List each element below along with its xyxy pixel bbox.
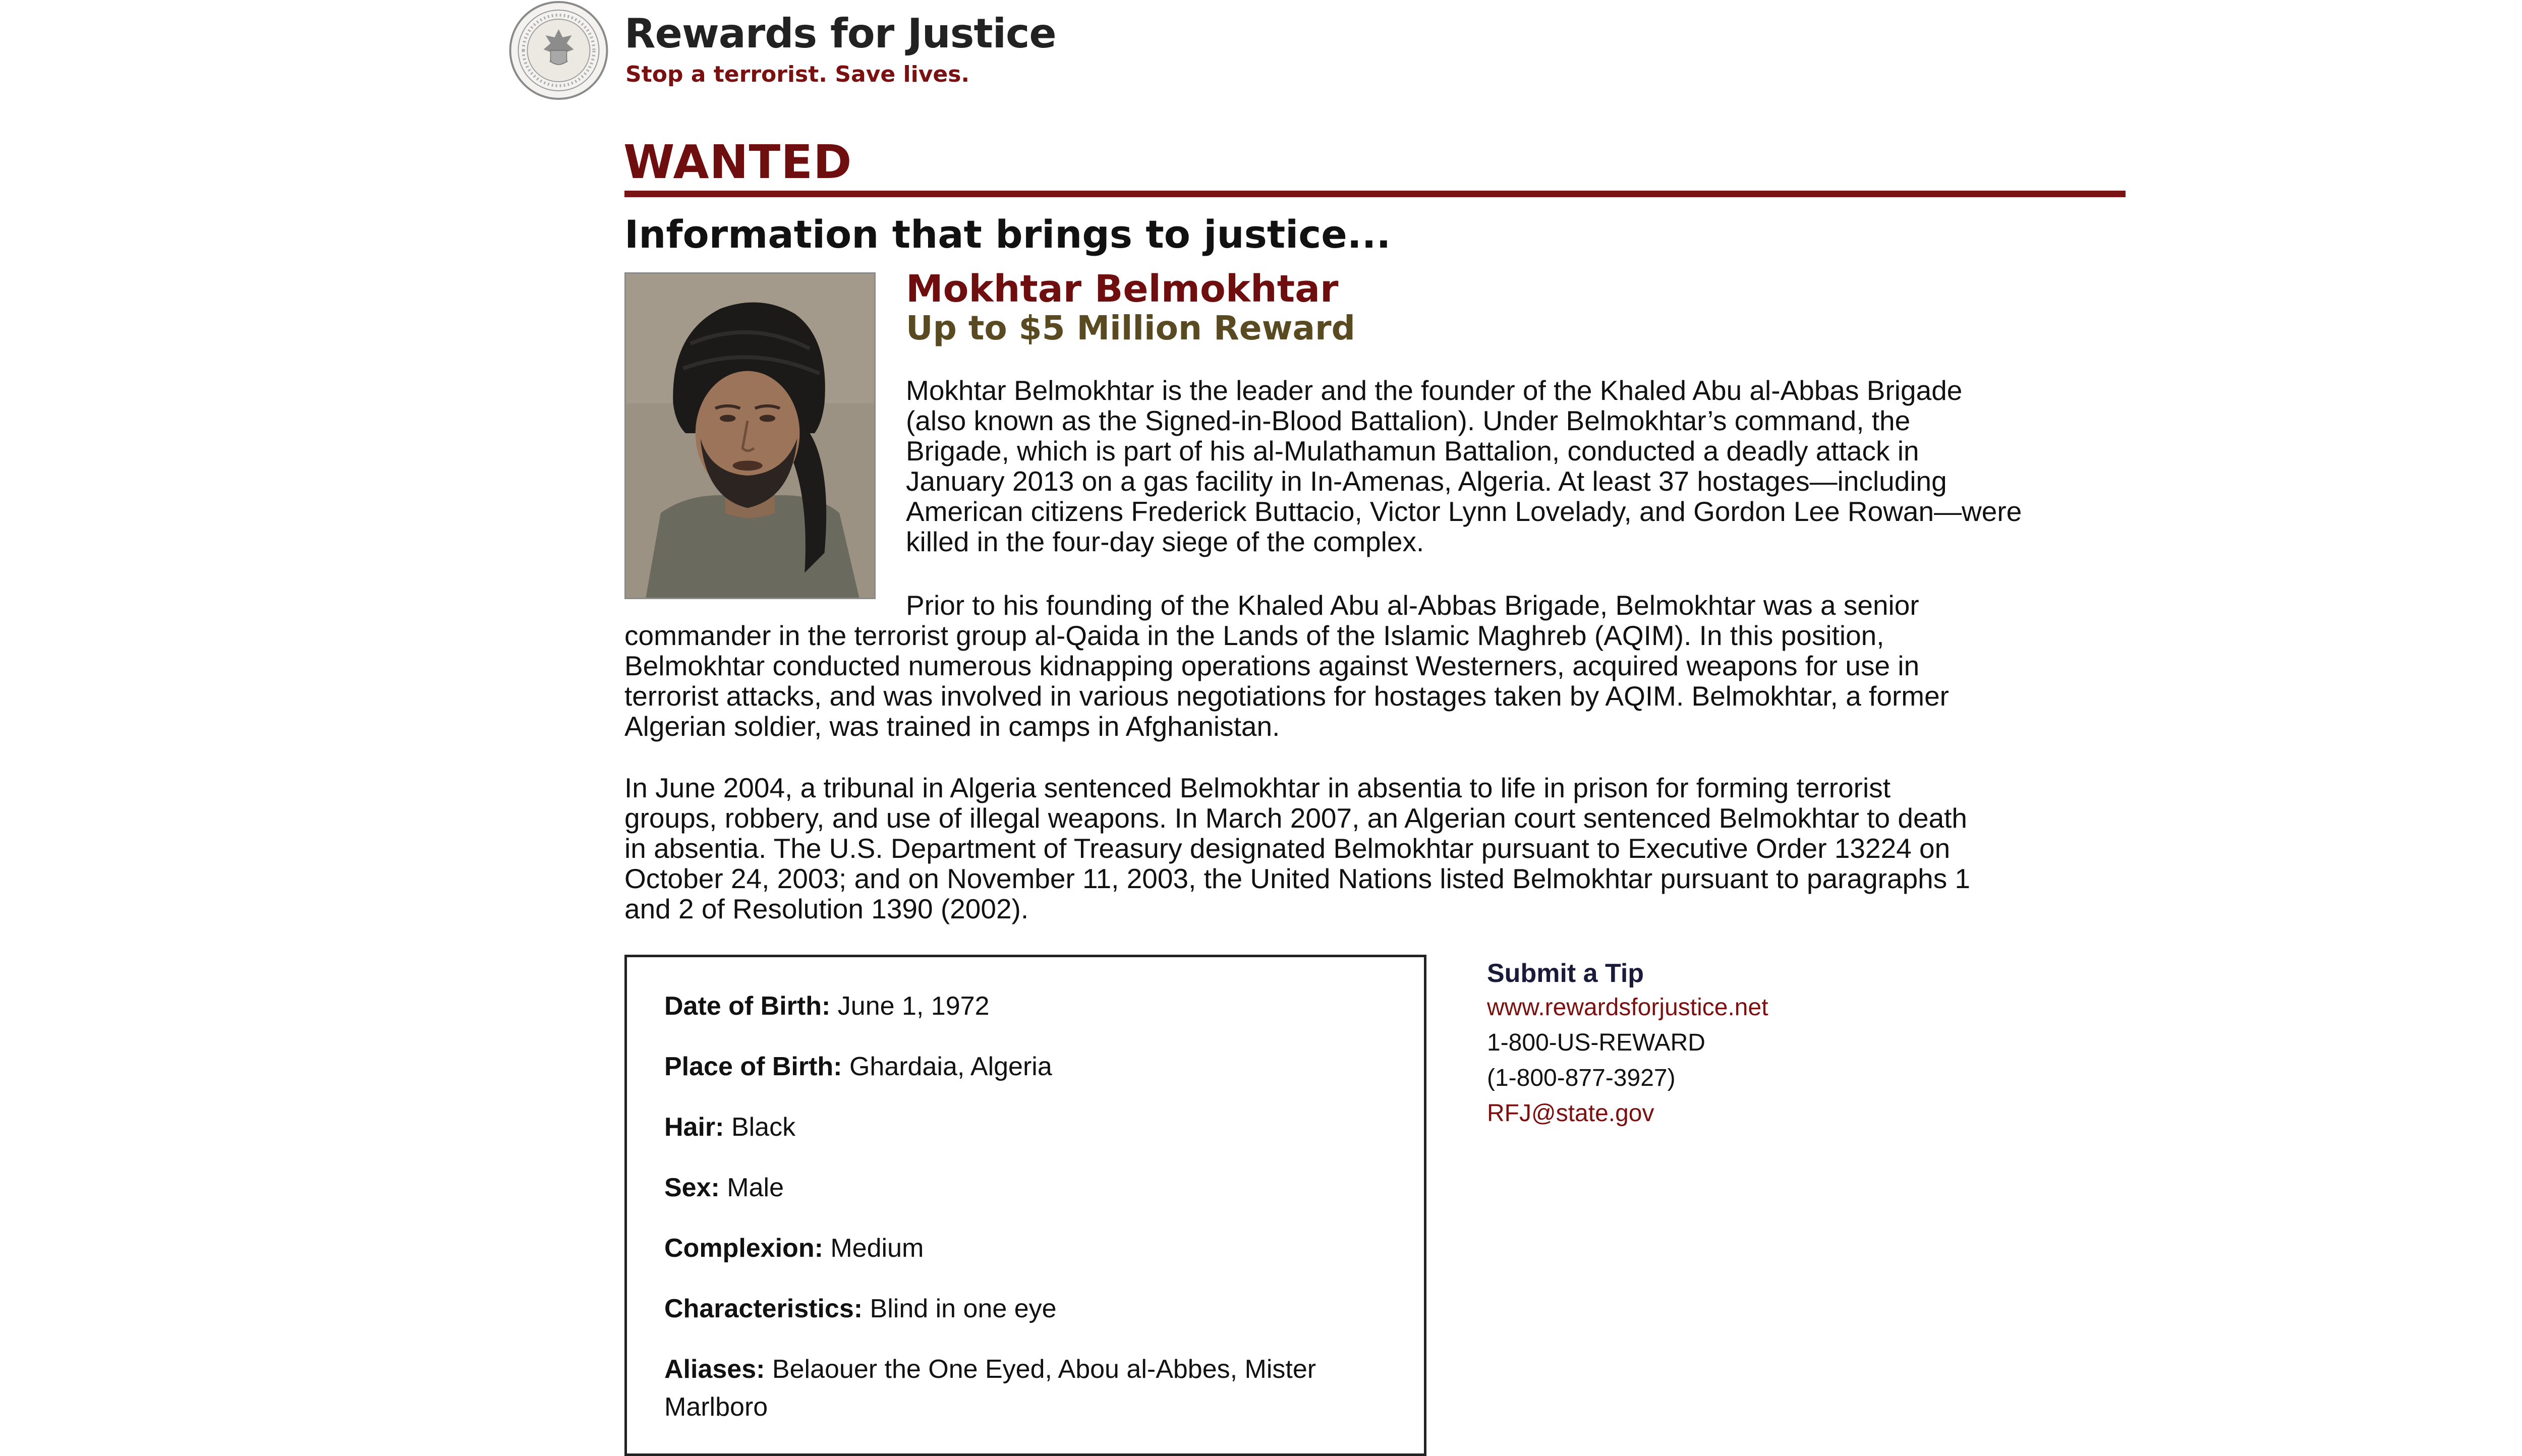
detail-label: Aliases: — [664, 1355, 765, 1384]
bio-line: October 24, 2003; and on November 11, 2003, the United Nations listed Belmokhtar pursuant to paragraphs 1 — [624, 863, 1971, 894]
bio-line: killed in the four-day siege of the complex. — [906, 526, 1424, 557]
tip-phone-numeric: (1-800-877-3927) — [1487, 1065, 1676, 1091]
detail-label: Date of Birth: — [664, 992, 831, 1021]
detail-sex — [664, 1169, 1381, 1207]
submit-tip-heading: Submit a Tip — [1487, 959, 1644, 988]
tip-phone-text: 1-800-US-REWARD — [1487, 1029, 1705, 1056]
detail-value: Belaouer the One Eyed, Abou al-Abbes, Mister Marlboro — [664, 1355, 1316, 1422]
detail-value: Medium — [830, 1234, 924, 1263]
detail-label: Place of Birth: — [664, 1052, 842, 1081]
detail-value: Black — [731, 1113, 796, 1142]
detail-label: Complexion: — [664, 1234, 823, 1263]
bio-line: commander in the terrorist group al-Qaida in the Lands of the Islamic Maghreb (AQIM). In this position, — [624, 620, 1884, 651]
bio-line: in absentia. The U.S. Department of Treasury designated Belmokhtar pursuant to Executive Order 13224 on — [624, 833, 1951, 864]
bio-paragraph-3 — [624, 773, 2128, 924]
tip-email-link[interactable]: RFJ@state.gov — [1487, 1100, 1654, 1127]
bio-line: Brigade, which is part of his al-Mulathamun Battalion, conducted a deadly attack in — [906, 435, 1919, 467]
detail-value: Male — [727, 1173, 784, 1202]
detail-complexion — [664, 1230, 1381, 1267]
site-tagline: Stop a terrorist. Save lives. — [625, 62, 970, 87]
detail-label: Characteristics: — [664, 1294, 863, 1323]
bio-paragraph-1 — [906, 375, 2127, 557]
physical-details-box — [624, 955, 1426, 1456]
justice-subheading: Information that brings to justice... — [624, 212, 1391, 257]
detail-value: Blind in one eye — [870, 1294, 1057, 1323]
bio-line: Belmokhtar conducted numerous kidnapping operations against Westerners, acquired weapons for use in — [624, 650, 1920, 681]
bio-paragraph-2 — [624, 590, 2128, 741]
bio-line: Algerian soldier, was trained in camps in Afghanistan. — [624, 711, 1280, 742]
detail-label: Hair: — [664, 1113, 724, 1142]
bio-line: Prior to his founding of the Khaled Abu al-Abbas Brigade, Belmokhtar was a senior — [906, 590, 1919, 621]
detail-value: Ghardaia, Algeria — [849, 1052, 1052, 1081]
bio-line: terrorist attacks, and was involved in various negotiations for hostages taken by AQIM. Belmokhtar, a former — [624, 680, 1949, 712]
wanted-heading: WANTED — [623, 135, 852, 189]
detail-characteristics — [664, 1290, 1381, 1328]
bio-line: January 2013 on a gas facility in In-Amenas, Algeria. At least 37 hostages—including — [906, 465, 1947, 497]
site-title[interactable]: Rewards for Justice — [624, 10, 1056, 57]
state-department-seal-icon — [507, 0, 610, 101]
bio-line: (also known as the Signed-in-Blood Battalion). Under Belmokhtar’s command, the — [906, 405, 1911, 436]
detail-hair — [664, 1109, 1381, 1146]
detail-value: June 1, 1972 — [837, 992, 990, 1021]
bio-line: groups, robbery, and use of illegal weapons. In March 2007, an Algerian court sentenced Belmokhtar to death — [624, 802, 1968, 834]
bio-line: Mokhtar Belmokhtar is the leader and the founder of the Khaled Abu al-Abbas Brigade — [906, 375, 1963, 406]
suspect-name: Mokhtar Belmokhtar — [906, 267, 1339, 311]
bio-line: In June 2004, a tribunal in Algeria sentenced Belmokhtar in absentia to life in prison for forming terrorist — [624, 772, 1890, 803]
detail-aliases — [664, 1351, 1381, 1426]
heading-divider — [624, 191, 2126, 197]
bio-line: and 2 of Resolution 1390 (2002). — [624, 893, 1029, 924]
suspect-photo — [624, 272, 876, 599]
reward-amount: Up to $5 Million Reward — [906, 309, 1355, 347]
detail-label: Sex: — [664, 1173, 720, 1202]
tip-website-link[interactable]: www.rewardsforjustice.net — [1487, 994, 1768, 1021]
detail-place-of-birth — [664, 1048, 1381, 1086]
bio-line: American citizens Frederick Buttacio, Victor Lynn Lovelady, and Gordon Lee Rowan—were — [906, 496, 2022, 527]
detail-date-of-birth — [664, 987, 1381, 1025]
